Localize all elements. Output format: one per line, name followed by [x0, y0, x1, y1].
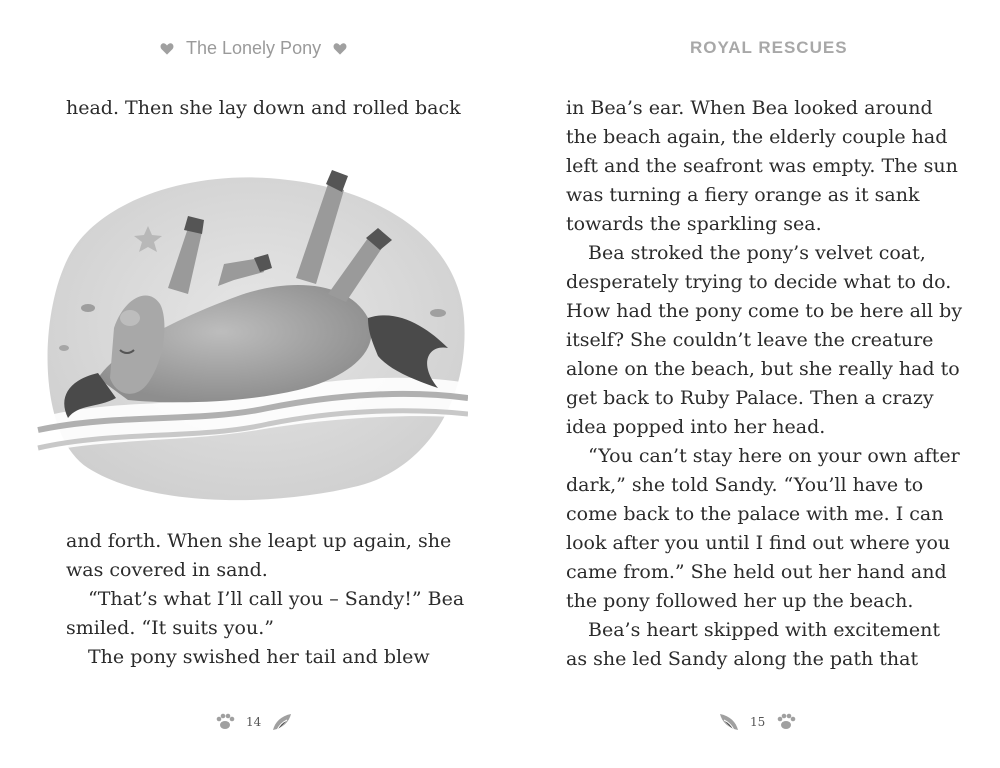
pony-illustration	[28, 168, 468, 508]
paragraph: Bea stroked the pony’s velvet coat, desperately trying to decide what to do. How had the pony come to be here all by itself? She couldn’t leave the creature alone on the beach, but she really had to get back to Ruby Palace. Then a crazy idea popped into her head.	[566, 242, 963, 438]
paw-icon	[214, 712, 236, 732]
paragraph: in Bea’s ear. When Bea looked around the beach again, the elderly couple had left and the seafront was empty. The sun was turning a fiery orange as it sank towards the sparkling sea.	[566, 97, 958, 235]
book-title: The Lonely Pony	[186, 38, 322, 58]
paragraph: “You can’t stay here on your own after dark,” she told Sandy. “You’ll have to come back to the palace with me. I can look after you until I find out where you came from.” She held out her hand and the pony followed her up the beach.	[566, 445, 960, 612]
left-text-top	[66, 94, 466, 123]
heart-icon	[333, 42, 347, 56]
running-head-right	[690, 38, 848, 58]
heart-icon	[160, 42, 174, 56]
right-text	[566, 94, 966, 674]
right-page	[500, 0, 1000, 768]
series-title: ROYAL RESCUES	[690, 38, 848, 57]
running-head-left	[160, 38, 347, 59]
page-number: 14	[246, 715, 262, 729]
page-number: 15	[750, 715, 766, 729]
page-number-right	[718, 712, 797, 732]
paragraph: Bea’s heart skipped with excitement as she led Sandy along the path that	[566, 619, 940, 670]
paragraph: and forth. When she leapt up again, she was covered in sand.	[66, 530, 452, 581]
paw-icon	[775, 712, 797, 732]
leaf-icon	[271, 712, 293, 732]
paragraph: The pony swished her tail and blew	[88, 646, 430, 668]
paragraph: head. Then she lay down and rolled back	[66, 97, 461, 119]
page-number-left	[214, 712, 293, 732]
paragraph: “That’s what I’ll call you – Sandy!” Bea smiled. “It suits you.”	[66, 588, 465, 639]
leaf-icon	[718, 712, 740, 732]
left-text-bottom	[66, 527, 466, 672]
